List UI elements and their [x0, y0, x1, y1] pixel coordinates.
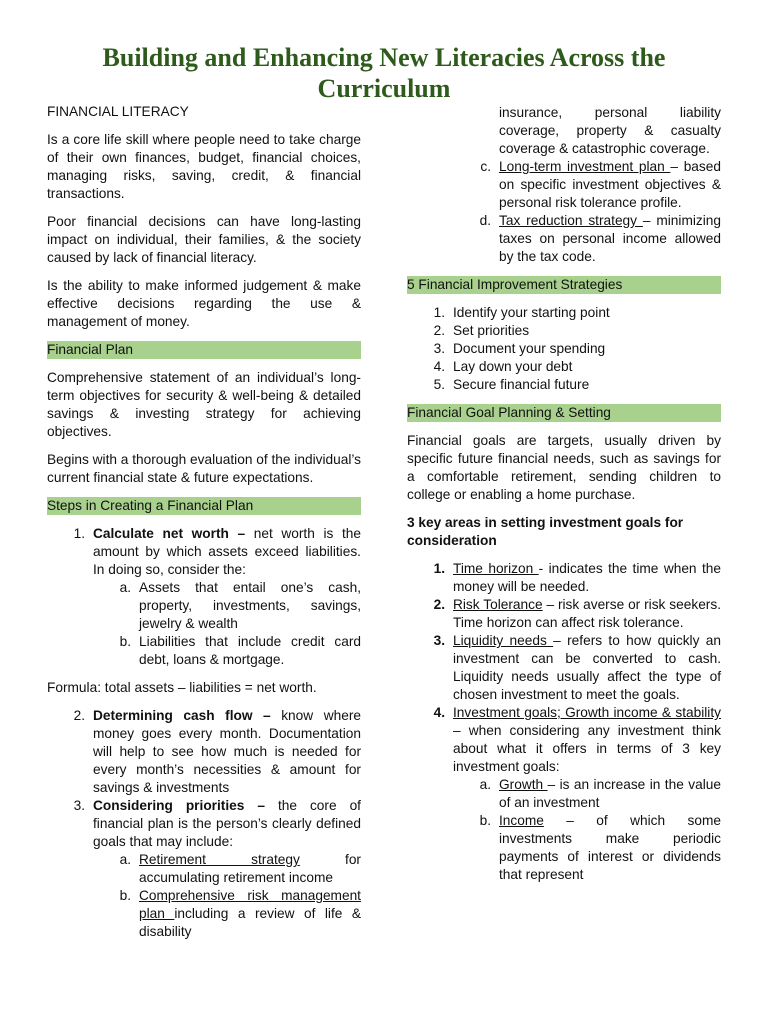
strategy-item [407, 304, 721, 322]
right-column [407, 104, 721, 884]
list-item-text: – based on specific investment objectives & personal risk tolerance profile. [499, 159, 721, 210]
list-item-text: insurance, personal liability coverage, property & casualty coverage & catastrophic coverage. [499, 105, 721, 156]
list-item [47, 887, 361, 941]
list-item [407, 560, 721, 596]
list-number: 1. [433, 561, 445, 576]
list-item-text: net worth is the amount by which assets exceed liabilities. In doing so, consider the: [93, 526, 361, 577]
list-number: 3. [73, 798, 85, 813]
list-item-underlined: Growth [499, 777, 548, 792]
list-number: 2. [433, 323, 445, 338]
list-letter: b. [119, 634, 131, 649]
list-number: 1. [73, 526, 85, 541]
list-item [47, 633, 361, 669]
list-item-text: Identify your starting point [453, 305, 610, 320]
list-letter: d. [479, 213, 491, 228]
list-item-text: Assets that entail one’s cash, property, investments, savings, jewelry & wealth [139, 580, 361, 631]
list-item-continued [407, 104, 721, 158]
list-item-underlined: Tax reduction strategy [499, 213, 643, 228]
paragraph: Begins with a thorough evaluation of the individual’s current financial state & future expectations. [47, 452, 362, 485]
list-item-bold: Calculate net worth – [93, 526, 246, 541]
list-item-text: Secure financial future [453, 377, 590, 392]
list-item [407, 596, 721, 632]
list-letter: c. [480, 159, 491, 174]
list-number: 4. [433, 705, 445, 720]
formula-text: Formula: total assets – liabilities = net worth. [47, 680, 317, 695]
list-item-text: Lay down your debt [453, 359, 573, 374]
list-item-text: – minimizing taxes on personal income allowed by the tax code. [499, 213, 721, 264]
list-item-underlined: Risk Tolerance [453, 597, 543, 612]
list-number: 3. [433, 633, 445, 648]
strategy-item [407, 376, 721, 394]
left-column [47, 103, 361, 941]
list-item-text: the core of financial plan is the person’s clearly defined goals that may include: [93, 798, 361, 849]
paragraph: Is a core life skill where people need to take charge of their own finances, budget, financial choices, managing risks, saving, credit, & financial transactions. [47, 132, 361, 201]
list-number: 2. [73, 708, 85, 723]
list-item-text: - indicates the time when the money will be needed. [453, 561, 721, 594]
list-item-underlined: Time horizon [453, 561, 539, 576]
list-number: 5. [433, 377, 445, 392]
list-item-underlined: Income [499, 813, 544, 828]
list-item-underlined: Long-term investment plan [499, 159, 671, 174]
steps-heading: Steps in Creating a Financial Plan [47, 497, 361, 515]
list-item [407, 812, 721, 884]
paragraph: Is the ability to make informed judgement & make effective decisions regarding the use & management of money. [47, 278, 361, 329]
strategy-item [407, 322, 721, 340]
list-item-text: Document your spending [453, 341, 606, 356]
list-item [407, 776, 721, 812]
paragraph: Comprehensive statement of an individual’s long-term objectives for security & well-being & detailed savings & investing strategy for achieving objectives. [47, 370, 361, 439]
list-item-text: including a review of life & disability [139, 906, 361, 939]
list-letter: b. [479, 813, 491, 828]
list-number: 3. [433, 341, 445, 356]
strategy-item [407, 358, 721, 376]
list-number: 1. [433, 305, 445, 320]
list-letter: a. [119, 580, 131, 595]
list-item-underlined: Liquidity needs [453, 633, 554, 648]
list-item [47, 707, 361, 797]
list-item [407, 158, 721, 212]
document-title: Building and Enhancing New Literacies Across the Curriculum [102, 43, 666, 103]
list-item-text: Liabilities that include credit card debt, loans & mortgage. [139, 634, 361, 667]
strategies-list [407, 304, 721, 394]
list-item [47, 525, 361, 579]
list-item-bold: Considering priorities – [93, 798, 265, 813]
list-item-text: – refers to how quickly an investment can be converted to cash. Liquidity needs usually affect the type of chosen investment to meet the goals. [453, 633, 721, 702]
list-item-text: Set priorities [453, 323, 530, 338]
strategy-item [407, 340, 721, 358]
list-item-underlined: Investment goals; Growth income & stability [453, 705, 721, 720]
list-item-text: – of which some investments make periodic payments of interest or dividends that represent [499, 813, 721, 882]
list-item-underlined: Retirement strategy [139, 852, 300, 867]
list-letter: a. [119, 852, 131, 867]
paragraph: Financial goals are targets, usually driven by specific future financial needs, such as savings for a comfortable retirement, sending children to college or enabling a home purchase. [407, 433, 721, 502]
list-item-text: – is an increase in the value of an investment [499, 777, 721, 810]
list-item-text: for accumulating retirement income [139, 852, 361, 885]
list-letter: b. [119, 888, 131, 903]
list-item-underlined: Comprehensive risk management plan [139, 888, 361, 921]
list-number: 2. [433, 597, 445, 612]
financial-plan-heading: Financial Plan [47, 341, 361, 359]
strategies-heading: 5 Financial Improvement Strategies [407, 276, 721, 294]
list-item [47, 851, 361, 887]
list-item-text: – risk averse or risk seekers. Time horizon can affect risk tolerance. [453, 597, 722, 630]
list-number: 4. [433, 359, 445, 374]
goal-planning-heading: Financial Goal Planning & Setting [407, 404, 721, 422]
list-item [407, 632, 721, 704]
list-item-bold: Determining cash flow – [93, 708, 271, 723]
list-item [407, 212, 721, 266]
list-item-text: know where money goes every month. Documentation will help to see how much is needed for every month’s necessities & amount for savings & investments [93, 708, 361, 795]
paragraph: Poor financial decisions can have long-lasting impact on individual, their families, & the society caused by lack of financial literacy. [47, 214, 361, 265]
key-areas-heading: 3 key areas in setting investment goals for consideration [407, 515, 684, 548]
financial-literacy-heading: FINANCIAL LITERACY [47, 104, 189, 119]
list-item [47, 579, 361, 633]
list-letter: a. [479, 777, 491, 792]
list-item-text: – when considering any investment think about what it offers in terms of 3 key investment goals: [453, 723, 721, 774]
list-item [407, 704, 721, 776]
list-item [47, 797, 361, 851]
